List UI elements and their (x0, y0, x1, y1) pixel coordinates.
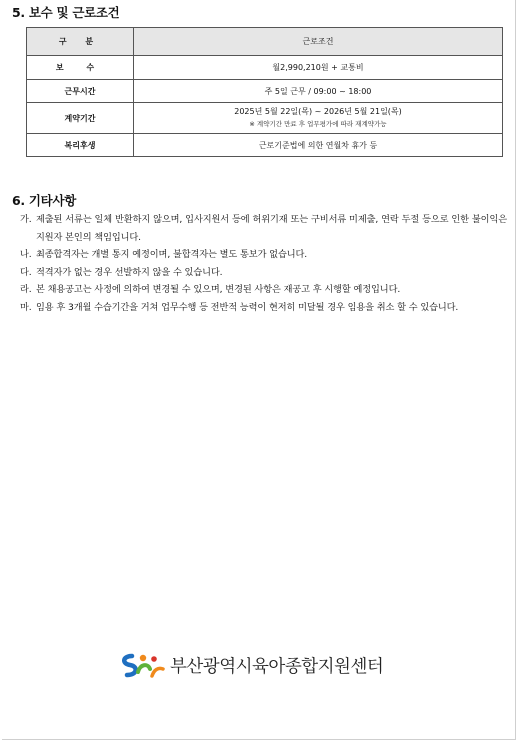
row-value: 주 5일 근무 / 09:00 ~ 18:00 (134, 80, 503, 103)
footer-org (118, 648, 383, 682)
row-value-cell (134, 103, 503, 134)
list-marker: 가. (20, 214, 32, 225)
list-marker: 다. (20, 266, 32, 278)
center-logo-icon (118, 650, 166, 680)
list-text: 제출된 서류는 일체 반환하지 않으며, 입사지원서 등에 허위기재 또는 구비서류 미제출, 연락 두절 등으로 인한 불이익은 지원자 본인의 책임입니다. (36, 214, 507, 243)
list-item (20, 246, 507, 264)
table-row (27, 134, 503, 157)
list-text: 임용 후 3개월 수습기간을 거쳐 업무수행 등 전반적 능력이 현저히 미달될 경우 임용을 취소 할 수 있습니다. (36, 301, 459, 313)
row-label: 근무시간 (27, 80, 134, 103)
notes-list (20, 211, 507, 316)
row-value: 월2,990,210원 + 교통비 (134, 56, 503, 80)
work-conditions-table (26, 27, 503, 157)
section6-title: 6. 기타사항 (12, 193, 76, 208)
list-text: 최종합격자는 개별 통지 예정이며, 불합격자는 별도 통보가 없습니다. (36, 249, 308, 260)
row-value: 근로기준법에 의한 연월차 휴가 등 (134, 134, 503, 157)
list-text: 본 채용공고는 사정에 의하여 변경될 수 있으며, 변경된 사항은 재공고 후 시행할 예정입니다. (36, 284, 401, 295)
list-item (20, 211, 507, 246)
list-marker: 마. (20, 301, 32, 313)
list-marker: 라. (20, 284, 32, 295)
table-header-row (27, 28, 503, 56)
row-label: 복리후생 (27, 134, 134, 157)
list-item (20, 299, 507, 317)
row-value: 2025년 5월 22일(목) ~ 2026년 5월 21일(목) (234, 107, 402, 116)
row-note: ※ 계약기간 만료 후 업무평가에 따라 재계약가능 (249, 120, 387, 128)
row-label: 계약기간 (27, 103, 134, 134)
table-row (27, 56, 503, 80)
list-text: 적격자가 없는 경우 선발하지 않을 수 있습니다. (36, 266, 223, 278)
list-item (20, 281, 507, 299)
header-conditions: 근로조건 (134, 28, 503, 56)
header-category: 구 분 (27, 28, 134, 56)
list-item (20, 264, 507, 282)
table-row (27, 80, 503, 103)
row-label: 보 수 (27, 56, 134, 80)
list-marker: 나. (20, 249, 32, 260)
section5-title: 5. 보수 및 근로조건 (12, 5, 120, 20)
org-name: 부산광역시육아종합지원센터 (170, 656, 384, 677)
table-row (27, 103, 503, 134)
